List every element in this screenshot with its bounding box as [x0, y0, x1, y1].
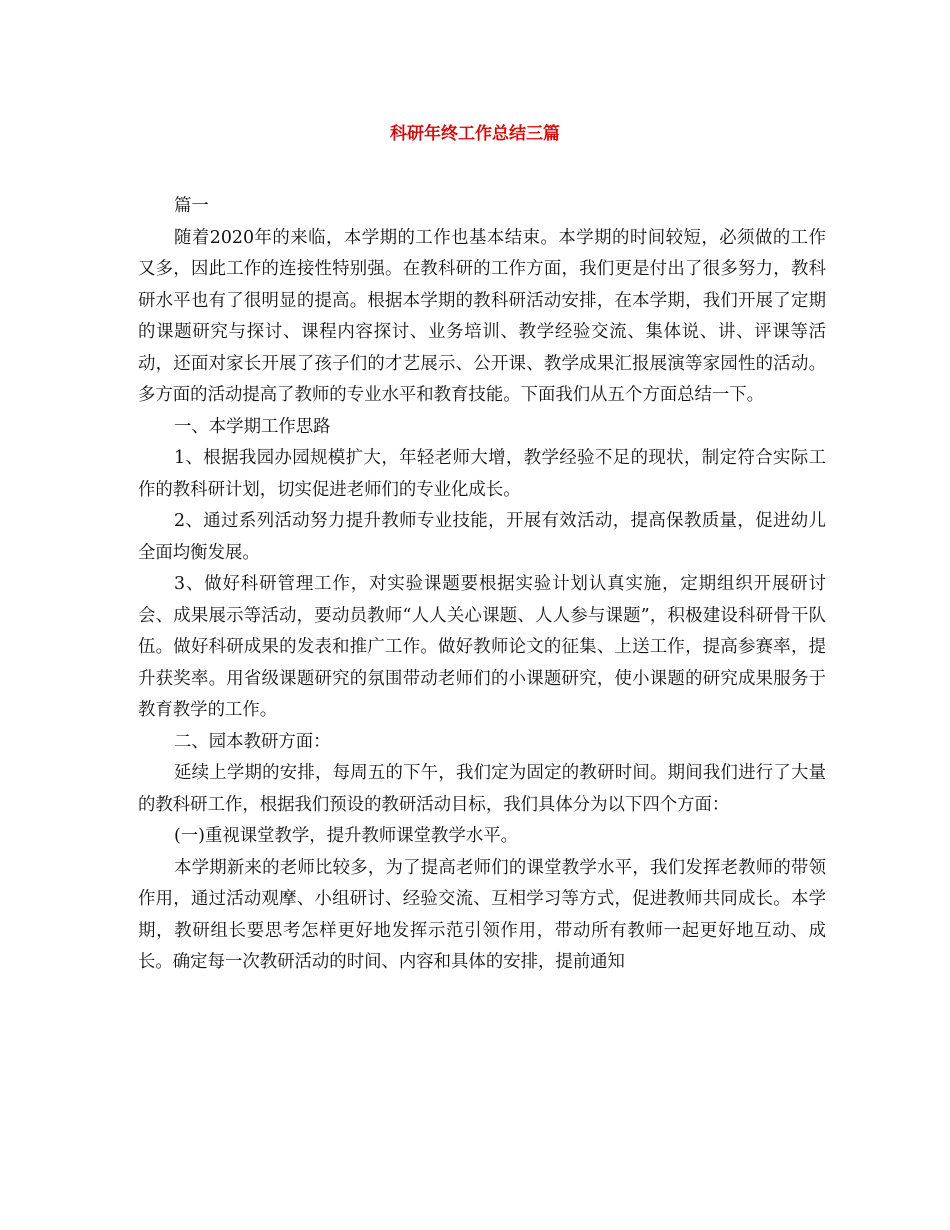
section-heading: 一、本学期工作思路	[174, 416, 331, 437]
paragraph: 1、根据我园办园规模扩大，年轻老师大增，教学经验不足的现状，制定符合实际工作的教科研计划，切实促进老师们的专业化成长。	[138, 448, 826, 500]
document-body	[138, 191, 826, 979]
subsection-heading: (一)重视课堂教学，提升教师课堂教学水平。	[174, 826, 518, 846]
paragraph: 2、通过系列活动努力提升教师专业技能，开展有效活动，提高保教质量，促进幼儿全面均衡发展。	[138, 511, 826, 563]
paragraph: 随着2020年的来临，本学期的工作也基本结束。本学期的时间较短，必须做的工作又多，因此工作的连接性特别强。在教科研的工作方面，我们更是付出了很多努力，教科研水平也有了很明显的提高。根据本学期的教科研活动安排，在本学期，我们开展了定期的课题研究与探讨、课程内容探讨、业务培训、教学经验交流、集体说、讲、评课等活动，还面对家长开展了孩子们的才艺展示、公开课、教学成果汇报展演等家园性的活动。多方面的活动提高了教师的专业水平和教育技能。下面我们从五个方面总结一下。	[138, 227, 826, 405]
paragraph-section-label: 篇一	[174, 196, 209, 216]
paragraph: 延续上学期的安排，每周五的下午，我们定为固定的教研时间。期间我们进行了大量的教科研工作，根据我们预设的教研活动目标，我们具体分为以下四个方面：	[138, 763, 826, 815]
section-heading: 二、园本教研方面：	[174, 731, 331, 752]
paragraph: 本学期新来的老师比较多，为了提高老师们的课堂教学水平，我们发挥老教师的带领作用，通过活动观摩、小组研讨、经验交流、互相学习等方式，促进教师共同成长。本学期，教研组长要思考怎样更好地发挥示范引领作用，带动所有教师一起更好地互动、成长。确定每一次教研活动的时间、内容和具体的安排，提前通知	[138, 857, 826, 972]
document-title: 科研年终工作总结三篇	[390, 124, 560, 144]
paragraph: 3、做好科研管理工作，对实验课题要根据实验计划认真实施，定期组织开展研讨会、成果展示等活动，要动员教师“人人关心课题、人人参与课题”，积极建设科研骨干队伍。做好科研成果的发表和推广工作。做好教师论文的征集、上送工作，提高参赛率，提升获奖率。用省级课题研究的氛围带动老师们的小课题研究，使小课题的研究成果服务于教育教学的工作。	[138, 574, 826, 720]
